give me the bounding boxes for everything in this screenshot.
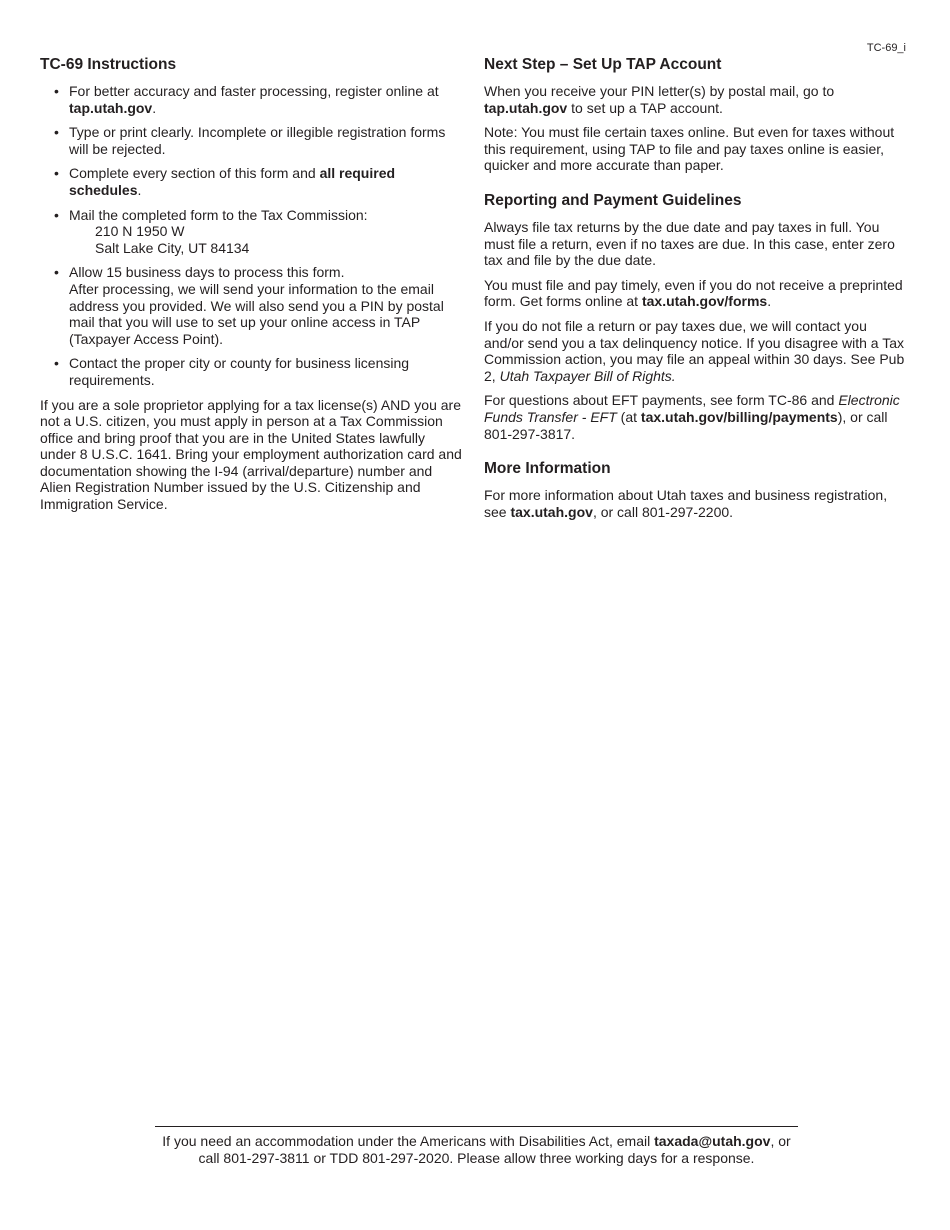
ada-footer: If you need an accommodation under the Americans with Disabilities Act, email taxada@utah.gov, or call 801-297-3811 or TDD 801-297-2020. Please allow three working days for a response.: [155, 1126, 798, 1167]
reporting-paragraph: For questions about EFT payments, see form TC-86 and Electronic Funds Transfer - EFT (at tax.utah.gov/billing/payments), or call 801-297-3817.: [484, 392, 900, 442]
list-item: • Allow 15 business days to process this form. After processing, we will send your information to the email address you provided. We will also send you a PIN by postal mail that you will use to set up your online access in TAP (Taxpayer Access Point).: [54, 264, 444, 347]
list-item: • For better accuracy and faster processing, register online at tap.utah.gov.: [54, 83, 439, 116]
tax-site-link[interactable]: tax.utah.gov: [510, 503, 593, 520]
next-step-heading: Next Step – Set Up TAP Account: [484, 56, 722, 73]
bullet-icon: •: [54, 124, 59, 141]
left-column: [40, 56, 464, 521]
list-item: • Type or print clearly. Incomplete or illegible registration forms will be rejected.: [54, 124, 446, 157]
more-info-heading: More Information: [484, 460, 611, 478]
next-step-paragraph: When you receive your PIN letter(s) by postal mail, go to tap.utah.gov to set up a TAP account.: [484, 83, 835, 116]
list-item: • Mail the completed form to the Tax Commission: 210 N 1950 W Salt Lake City, UT 84134: [40, 207, 464, 257]
sole-proprietor-paragraph: If you are a sole proprietor applying for a tax license(s) AND you are not a U.S. citizen, you must apply in person at a Tax Commission office and bring proof that you are in the United States lawfully under 8 U.S.C. 1641. Bring your employment authorization card and documentation showing the I-94 (arrival/departure) number and Alien Registration Number issued by the U.S. Citizenship and Immigration Service.: [40, 396, 462, 513]
list-item: • Contact the proper city or county for business licensing requirements.: [54, 355, 410, 388]
reporting-paragraph: You must file and pay timely, even if you do not receive a preprinted form. Get forms online at tax.utah.gov/forms.: [484, 276, 903, 310]
bullet-icon: •: [54, 83, 59, 99]
bullet-icon: •: [54, 264, 59, 281]
reporting-heading: Reporting and Payment Guidelines: [484, 191, 742, 209]
list-item: • Complete every section of this form and all required schedules.: [54, 165, 396, 198]
mail-address-line1: 210 N 1950 W: [95, 223, 185, 240]
tap-link[interactable]: tap.utah.gov: [484, 99, 568, 116]
ada-email-link[interactable]: taxada@utah.gov: [654, 1133, 771, 1149]
instructions-list: [40, 83, 464, 389]
tap-link[interactable]: tap.utah.gov: [69, 99, 153, 116]
bullet-icon: •: [54, 206, 59, 223]
right-column: [484, 56, 910, 528]
more-info-paragraph: For more information about Utah taxes and business registration, see tax.utah.gov, or call 801-297-2200.: [484, 487, 888, 520]
payments-link[interactable]: tax.utah.gov/billing/payments: [640, 408, 838, 425]
forms-link[interactable]: tax.utah.gov/forms: [641, 293, 768, 310]
reporting-paragraph: If you do not file a return or pay taxes due, we will contact you and/or send you a tax delinquency notice. If you disagree with a Tax Commission action, you may file an appeal within 30 days. See Pub 2, Utah Taxpayer Bill of Rights.: [484, 317, 905, 384]
form-id: TC-69_i: [866, 42, 906, 54]
reporting-paragraph: Always file tax returns by the due date and pay taxes in full. You must file a return, even if no taxes are due. In this case, enter zero tax and file by the due date.: [484, 218, 895, 269]
instructions-heading: TC-69 Instructions: [40, 56, 177, 73]
bullet-icon: •: [54, 355, 59, 372]
bullet-icon: •: [54, 165, 59, 182]
note-paragraph: Note: You must file certain taxes online. But even for taxes without this requirement, using TAP to file and pay taxes online is easier, quicker and more accurate than paper.: [484, 124, 895, 174]
mail-address-line2: Salt Lake City, UT 84134: [95, 239, 250, 256]
